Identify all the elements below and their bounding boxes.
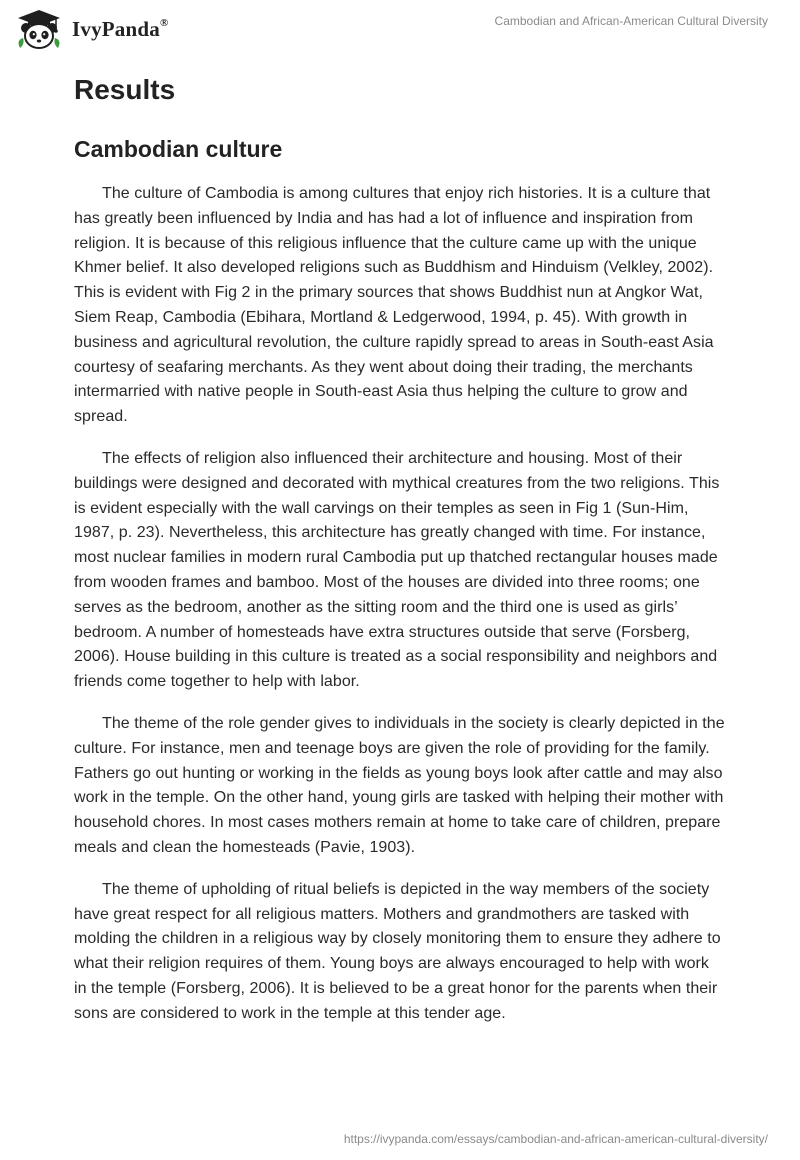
brand-name: IvyPanda® xyxy=(72,16,169,41)
paragraph: The theme of upholding of ritual beliefs is depicted in the way members of the society have great respect for all religious matters. Mothers and grandmothers are tasked with molding the children in a religious way by closely monitoring them to ensure they adhere to what their religion requires of them. Young boys are always encouraged to help with work in the temple (Forsberg, 2006). It is believed to be a great honor for the parents when their sons are considered to work in the temple at this tender age. xyxy=(74,880,721,1022)
document-title: Cambodian and African-American Cultural Diversity xyxy=(494,14,768,28)
section-heading: Results xyxy=(74,74,176,105)
page-header xyxy=(0,0,800,60)
paragraphs xyxy=(74,182,726,1027)
source-url[interactable]: https://ivypanda.com/essays/cambodian-and-african-american-cultural-diversity/ xyxy=(343,1132,768,1146)
paragraph: The theme of the role gender gives to individuals in the society is clearly depicted in the culture. For instance, men and teenage boys are given the role of providing for the family. Fathers go out hunting or working in the fields as young boys look after cattle and may also work in the temple. On the other hand, young girls are tasked with helping their mother with household chores. In most cases mothers remain at home to take care of children, prepare meals and clean the homesteads (Pavie, 1903). xyxy=(74,714,725,856)
essay-content xyxy=(74,70,726,1044)
panda-graduation-icon xyxy=(14,8,64,50)
ivypanda-logo[interactable] xyxy=(14,8,168,50)
paragraph: The effects of religion also influenced their architecture and housing. Most of their buildings were designed and decorated with mythical creatures from the two religions. This is evident especially with the wall carvings on their temples as seen in Fig 1 (Sun-Him, 1987, p. 23). Nevertheless, this architecture has greatly changed with time. For instance, most nuclear families in modern rural Cambodia put up thatched rectangular houses made from wooden frames and bamboo. Most of the houses are divided into three rooms; one serves as the bedroom, another as the sitting room and the third one is used as girls’ bedroom. A number of homesteads have extra structures outside that serve (Forsberg, 2006). House building in this culture is treated as a social responsibility and neighbors and friends come together to help with labor. xyxy=(74,449,720,691)
paragraph: The culture of Cambodia is among cultures that enjoy rich histories. It is a culture that has greatly been influenced by India and has had a lot of influence and inspiration from religion. It is because of this religious influence that the culture came up with the unique Khmer belief. It also developed religions such as Buddhism and Hinduism (Velkley, 2002). This is evident with Fig 2 in the primary sources that shows Buddhist nun at Angkor Wat, Siem Reap, Cambodia (Ebihara, Mortland & Ledgerwood, 1994, p. 45). With growth in business and agricultural revolution, the culture rapidly spread to areas in South-east Asia courtesy of seafaring merchants. As they went about doing their trading, the merchants intermarried with native people in South-east Asia thus helping the culture to grow and spread. xyxy=(74,185,714,426)
subsection-heading: Cambodian culture xyxy=(74,136,283,162)
